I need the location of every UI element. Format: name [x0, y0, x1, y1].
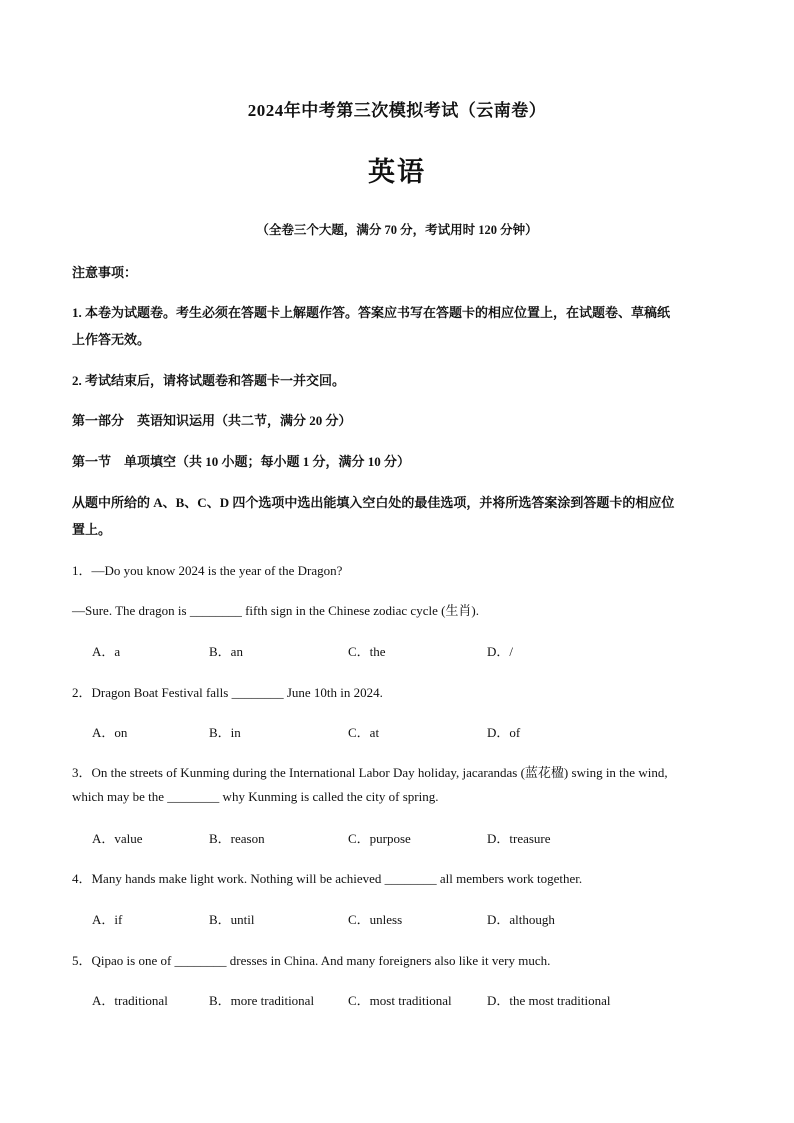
section1-heading: 第一节 单项填空（共 10 小题；每小题 1 分，满分 10 分） — [72, 454, 411, 469]
exam-info: （全卷三个大题，满分 70 分，考试用时 120 分钟） — [256, 223, 538, 237]
question-5-option-b: B．more traditional — [209, 993, 315, 1008]
instruction-line-2: 置上。 — [72, 522, 112, 537]
exam-title: 2024年中考第三次模拟考试（云南卷） — [247, 101, 547, 120]
question-2-option-d: D．of — [487, 725, 521, 740]
instruction-line-1: 从题中所给的 A、B、C、D 四个选项中选出能填入空白处的最佳选项，并将所选答案涂到答题卡的相应位 — [72, 495, 675, 510]
question-1-line-2: —Sure. The dragon is ________ fifth sign in the Chinese zodiac cycle (生肖). — [72, 603, 480, 618]
question-4-option-c: C．unless — [348, 912, 403, 927]
subject-title: 英语 — [368, 157, 426, 187]
question-2-option-a: A．on — [92, 725, 128, 740]
question-3-option-a: A．value — [92, 831, 143, 846]
question-5-option-c: C．most traditional — [348, 993, 452, 1008]
question-3-line-1: 3．On the streets of Kunming during the International Labor Day holiday, jacarandas (蓝花楹) swing in the wind, — [72, 765, 668, 780]
question-4-option-a: A．if — [92, 912, 123, 927]
question-2-line-1: 2．Dragon Boat Festival falls ________ June 10th in 2024. — [72, 685, 383, 700]
question-3-line-2: which may be the ________ why Kunming is called the city of spring. — [72, 789, 439, 804]
question-1-option-c: C．the — [348, 644, 386, 659]
question-1-line-1: 1．—Do you know 2024 is the year of the Dragon? — [72, 563, 343, 578]
question-2-option-b: B．in — [209, 725, 241, 740]
question-3-option-c: C．purpose — [348, 831, 411, 846]
part1-heading: 第一部分 英语知识运用（共二节，满分 20 分） — [72, 413, 352, 428]
question-5-option-a: A．traditional — [92, 993, 168, 1008]
question-4-line-1: 4．Many hands make light work. Nothing will be achieved ________ all members work together. — [72, 871, 583, 886]
question-2-option-c: C．at — [348, 725, 380, 740]
notice-heading: 注意事项： — [72, 265, 138, 280]
question-4-option-d: D．although — [487, 912, 555, 927]
question-1-option-d: D．/ — [487, 644, 514, 659]
question-3-option-d: D．treasure — [487, 831, 551, 846]
question-3-option-b: B．reason — [209, 831, 265, 846]
notice-item-2: 2. 考试结束后，请将试题卷和答题卡一并交回。 — [72, 373, 346, 388]
notice-item-1-line-2: 上作答无效。 — [72, 332, 151, 347]
question-4-option-b: B．until — [209, 912, 255, 927]
question-1-option-a: A．a — [92, 644, 121, 659]
question-5-option-d: D．the most traditional — [487, 993, 611, 1008]
question-1-option-b: B．an — [209, 644, 243, 659]
question-5-line-1: 5．Qipao is one of ________ dresses in China. And many foreigners also like it very much. — [72, 953, 551, 968]
notice-item-1-line-1: 1. 本卷为试题卷。考生必须在答题卡上解题作答。答案应书写在答题卡的相应位置上，在试题卷、草稿纸 — [72, 305, 671, 320]
